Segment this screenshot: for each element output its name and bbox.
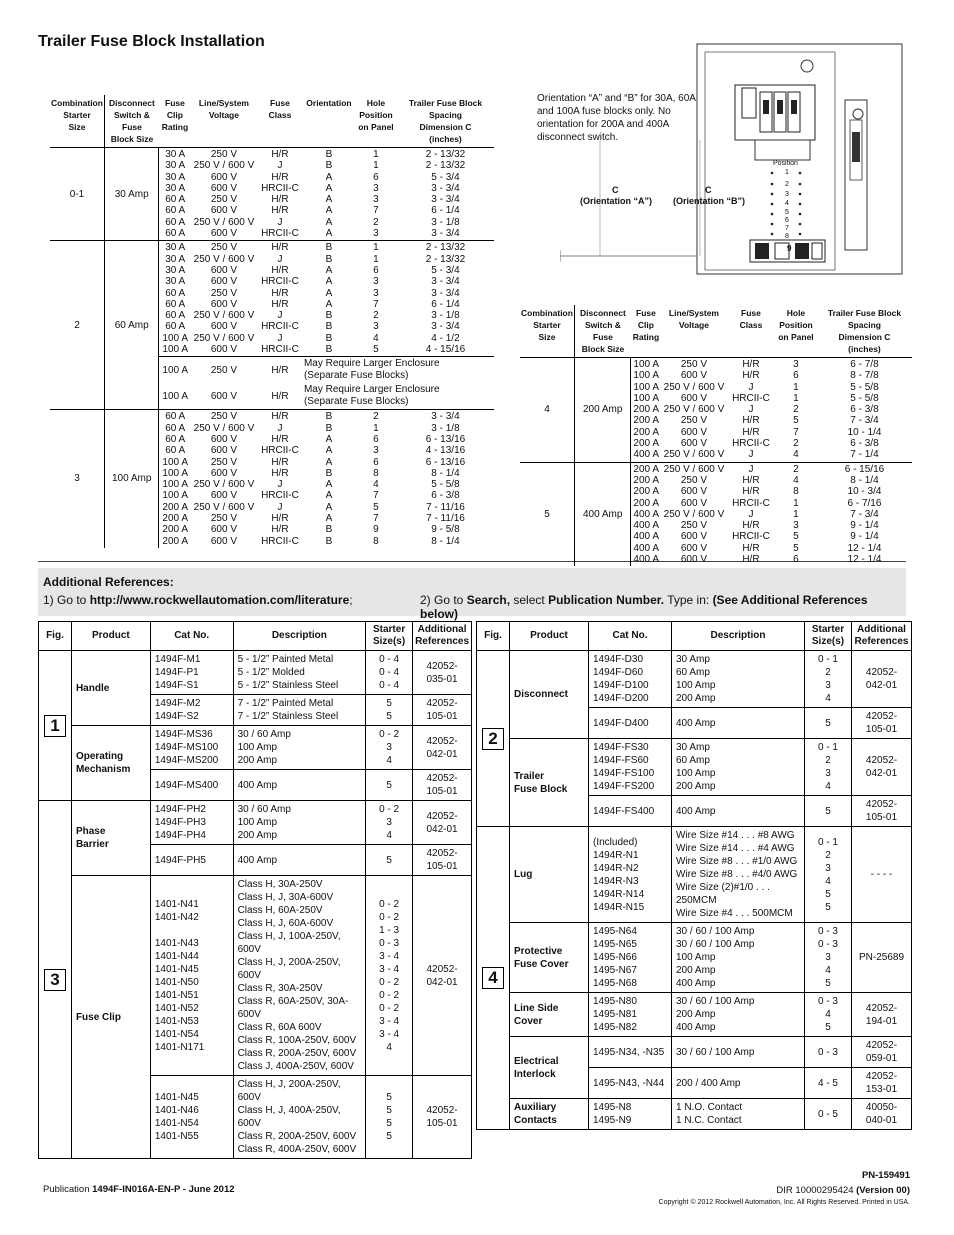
voltage-list: 250 V 250 V / 600 V 600 V 600 V 250 V 600 V 250 V / 600 V 600 V [193, 149, 255, 240]
description: 30 / 60 / 100 Amp [672, 1037, 805, 1068]
figure-cell [39, 801, 72, 1159]
rating-list: 200 A 200 A 200 A 200 A 400 A 400 A 400 A 400 A 400 A [633, 463, 659, 566]
cat-no: 1401-N41 1401-N42 1401-N43 1401-N44 1401-N45 1401-N50 1401-N51 1401-N52 1401-N53 1401-N54 1401-N171 [150, 876, 233, 1076]
additional-reference: 42052-035-01 [413, 651, 472, 695]
col-hole: Hole Position on Panel [778, 308, 814, 342]
table-row [50, 148, 494, 241]
enclosure-note: May Require Larger Enclosure (Separate Fuse Blocks) [303, 358, 440, 382]
table-row [477, 923, 912, 993]
block-size: 200 Amp [574, 358, 631, 463]
starter-size: 0 - 2 3 4 [366, 726, 413, 770]
rating-list: 30 A 30 A 30 A 30 A 60 A 60 A 60 A 60 A [165, 149, 186, 240]
figure-cell [477, 827, 510, 1130]
col-fig: Fig. [39, 622, 72, 651]
starter-size: 5 5 5 5 [366, 1076, 413, 1159]
enclosure-note: May Require Larger Enclosure (Separate Fuse Blocks) [303, 384, 440, 408]
starter-size: 0 - 3 [805, 1037, 852, 1068]
product-name: Auxiliary Contacts [510, 1099, 589, 1130]
description: 7 - 1/2” Painted Metal 7 - 1/2” Stainless Steel [233, 695, 366, 726]
spacing-list: 6 - 15/16 8 - 1/4 10 - 3/4 6 - 7/16 7 - 3/4 9 - 1/4 9 - 1/4 12 - 1/4 12 - 1/4 [844, 463, 885, 566]
starter-size: 3 [50, 410, 104, 548]
product-name: Electrical Interlock [510, 1037, 589, 1099]
description: 400 Amp [233, 845, 366, 876]
description: 400 Amp [672, 708, 805, 739]
literature-link[interactable]: http://www.rockwellautomation.com/literature [89, 593, 350, 607]
col-additional-references: Additional References [852, 622, 912, 651]
figure-number: 2 [482, 728, 504, 750]
figure-number: 3 [44, 969, 66, 991]
search-keyword: Search, [466, 593, 511, 607]
step1-prefix: 1) Go to [43, 593, 90, 607]
description: 400 Amp [233, 770, 366, 801]
additional-reference: 42052-059-01 [852, 1037, 912, 1068]
cat-no: 1494F-MS400 [150, 770, 233, 801]
position-number: 1 [785, 169, 789, 176]
description: 30 Amp 60 Amp 100 Amp 200 Amp [672, 739, 805, 796]
col-product: Product [71, 622, 150, 651]
fuse-block-diagram [560, 40, 910, 280]
additional-reference: 42052-105-01 [413, 845, 472, 876]
table-row [39, 801, 472, 845]
cat-no: 1494F-D400 [589, 708, 672, 739]
product-name: Line Side Cover [510, 993, 589, 1037]
cat-no: 1495-N64 1495-N65 1495-N66 1495-N67 1495-N68 [589, 923, 672, 993]
col-additional-references: Additional References [413, 622, 472, 651]
description: Class H, J, 200A-250V, 600V Class H, J, 400A-250V, 600V Class R, 200A-250V, 600V Class R, 400A-250V, 600V [233, 1076, 366, 1159]
product-name: Trailer Fuse Block [510, 739, 589, 827]
cat-no: 1494F-PH2 1494F-PH3 1494F-PH4 [150, 801, 233, 845]
description: 30 / 60 Amp 100 Amp 200 Amp [233, 726, 366, 770]
additional-reference: 42052-042-01 [413, 726, 472, 770]
starter-size: 4 - 5 [805, 1068, 852, 1099]
block-size: 30 Amp [104, 148, 159, 241]
col-combination: Combination Starter Size [50, 95, 104, 148]
cat-no: 1495-N8 1495-N9 [589, 1099, 672, 1130]
additional-reference: - - - - [852, 827, 912, 923]
product-name: Phase Barrier [71, 801, 150, 876]
description: 400 Amp [672, 796, 805, 827]
rating-list: 100 A 100 A 100 A 100 A 200 A 200 A 200 A 200 A 400 A [633, 359, 659, 461]
starter-size: 0 - 5 [805, 1099, 852, 1130]
rating: 100 A [162, 390, 188, 402]
col-voltage: Line/System Voltage [668, 308, 719, 330]
cat-no: 1495-N34, -N35 [589, 1037, 672, 1068]
copyright: Copyright © 2012 Rockwell Automation, Inc. All Rights Reserved. Printed in USA. [658, 1199, 910, 1206]
figure-cell [477, 651, 510, 827]
starter-size: 0 - 2 0 - 2 1 - 3 0 - 3 3 - 4 3 - 4 0 - 2 0 - 2 0 - 2 3 - 4 3 - 4 4 [366, 876, 413, 1076]
table-row [477, 1099, 912, 1130]
starter-size: 5 [366, 845, 413, 876]
voltage: 250 V [210, 364, 238, 376]
publication-info [43, 1184, 235, 1195]
starter-size: 5 [366, 770, 413, 801]
table-row [520, 462, 912, 566]
col-description: Description [672, 622, 805, 651]
col-fuse-clip: Fuse Clip Rating [161, 98, 189, 132]
class-list: H/R H/R J HRCII-C J H/R H/R HRCII-C J [732, 359, 770, 461]
dimension-c-label: C [612, 185, 619, 195]
parts-table-left [38, 621, 472, 1159]
orientation-b-label: (Orientation “B”) [673, 196, 745, 206]
description: 1 N.O. Contact 1 N.C. Contact [672, 1099, 805, 1130]
table-row [477, 651, 912, 708]
fuse-class: H/R [271, 364, 289, 376]
hole-list: 3 6 1 1 2 5 7 2 4 [793, 359, 799, 461]
position-number: 2 [785, 181, 789, 188]
product-name: Disconnect [510, 651, 589, 739]
spacing-list: 2 - 13/32 2 - 13/32 5 - 3/4 3 - 3/4 3 - 3/4 6 - 1/4 3 - 1/8 3 - 3/4 4 - 1/2 4 - 15/16 [425, 242, 466, 356]
orientation-list: B B A A A A B B B B [325, 242, 333, 356]
product-name: Handle [71, 651, 150, 726]
cat-no: 1401-N45 1401-N46 1401-N54 1401-N55 [150, 1076, 233, 1159]
starter-size: 0 - 2 3 4 [366, 801, 413, 845]
dimension-c-label: C [705, 185, 712, 195]
starter-size: 5 5 [366, 695, 413, 726]
product-name: Lug [510, 827, 589, 923]
col-description: Description [233, 622, 366, 651]
cat-no: 1494F-PH5 [150, 845, 233, 876]
col-fuse-class: Fuse Class [739, 308, 763, 330]
description: 5 - 1/2” Painted Metal 5 - 1/2” Molded 5 - 1/2” Stainless Steel [233, 651, 366, 695]
additional-reference: 42052-105-01 [852, 708, 912, 739]
orientation-list: B B A A A A A A [325, 149, 333, 240]
block-size: 100 Amp [104, 410, 159, 548]
col-starter-size: Starter Size(s) [805, 622, 852, 651]
voltage-list: 250 V 600 V 250 V / 600 V 600 V 250 V / 600 V 250 V 600 V 600 V 250 V / 600 V [663, 359, 725, 461]
col-orientation: Orientation [306, 98, 352, 108]
rating-list: 60 A 60 A 60 A 60 A 100 A 100 A 100 A 100 A 200 A 200 A 200 A 200 A [162, 411, 188, 547]
rating: 100 A [162, 364, 188, 376]
step2-prefix: 2) Go to [420, 593, 467, 607]
description: 30 Amp 60 Amp 100 Amp 200 Amp [672, 651, 805, 708]
description: 30 / 60 Amp 100 Amp 200 Amp [233, 801, 366, 845]
cat-no: 1495-N80 1495-N81 1495-N82 [589, 993, 672, 1037]
block-size: 400 Amp [574, 462, 631, 566]
col-starter-size: Starter Size(s) [366, 622, 413, 651]
starter-size: 0 - 3 4 5 [805, 993, 852, 1037]
pub-prefix: Publication [43, 1184, 93, 1195]
additional-reference: 40050-040-01 [852, 1099, 912, 1130]
additional-reference: 42052-105-01 [413, 770, 472, 801]
col-voltage: Line/System Voltage [198, 98, 249, 120]
figure-number: 1 [44, 715, 66, 737]
col-disconnect: Disconnect Switch & Fuse Block Size [109, 98, 155, 144]
col-fig: Fig. [477, 622, 510, 651]
additional-reference: 42052-042-01 [413, 876, 472, 1076]
description: Class H, 30A-250V Class H, J, 30A-600V Class H, 60A-250V Class H, J, 60A-600V Class H, J, 100A-250V, 600V Class H, J, 200A-250V, 600V Class R, 30A-250V Class R, 60A-250V, 30A-600V Class R, 60A 600V Class R, 100A-250V, 600V Class R, 200A-250V, 600V Class J, 400A-250V, 600V [233, 876, 366, 1076]
dir-info [776, 1185, 910, 1196]
voltage-list: 250 V 250 V / 600 V 600 V 600 V 250 V 600 V 250 V / 600 V 600 V 250 V / 600 V 250 V 600 V 600 V [193, 411, 255, 547]
col-product: Product [510, 622, 589, 651]
additional-reference: 42052-105-01 [852, 796, 912, 827]
orientation-list: B B A A A B A A A A B B [325, 411, 333, 547]
col-cat-no: Cat No. [150, 622, 233, 651]
starter-size: 0-1 [50, 148, 104, 241]
position-label: Position [773, 160, 798, 167]
starter-size: 0 - 1 2 3 4 5 5 [805, 827, 852, 923]
table-row [477, 827, 912, 923]
table-row [50, 241, 494, 357]
cat-no: 1494F-M1 1494F-P1 1494F-S1 [150, 651, 233, 695]
cat-no: 1494F-FS30 1494F-FS60 1494F-FS100 1494F-FS200 [589, 739, 672, 796]
additional-reference: 42052-105-01 [413, 1076, 472, 1159]
publication-number-keyword: Publication Number. [548, 593, 665, 607]
table-row [477, 739, 912, 796]
position-number: 5 [785, 209, 789, 216]
rating-list: 30 A 30 A 30 A 30 A 60 A 60 A 60 A 60 A 100 A 100 A [162, 242, 188, 356]
description: 30 / 60 / 100 Amp 30 / 60 / 100 Amp 100 Amp 200 Amp 400 Amp [672, 923, 805, 993]
cat-no: 1494F-D30 1494F-D60 1494F-D100 1494F-D200 [589, 651, 672, 708]
hole-list: 2 4 8 1 1 3 5 5 6 [793, 463, 799, 566]
starter-size: 5 [805, 796, 852, 827]
hole-list: 1 1 6 3 3 7 2 3 4 5 [373, 242, 379, 356]
table-row [39, 876, 472, 1076]
cat-no: 1495-N43, -N44 [589, 1068, 672, 1099]
starter-size: 5 [805, 708, 852, 739]
col-fuse-class: Fuse Class [268, 98, 292, 120]
product-name: Fuse Clip [71, 876, 150, 1159]
product-name: Operating Mechanism [71, 726, 150, 801]
product-name: Protective Fuse Cover [510, 923, 589, 993]
references-step-1 [43, 593, 353, 607]
table-row [39, 726, 472, 770]
class-list: H/R J H/R HRCII-C H/R H/R J HRCII-C [261, 149, 299, 240]
publication-number: 1494F-IN016A-EN-P - June 2012 [92, 1184, 235, 1195]
cat-no: 1494F-MS36 1494F-MS100 1494F-MS200 [150, 726, 233, 770]
step2-type: Type in: [664, 593, 713, 607]
cat-no: (Included) 1494R-N1 1494R-N2 1494R-N3 1494R-N14 1494R-N15 [589, 827, 672, 923]
class-list: H/R J H/R HRCII-C H/R H/R J HRCII-C J H/R H/R HRCII-C [261, 411, 299, 547]
position-number: 9 [787, 244, 792, 253]
voltage: 600 V [210, 390, 238, 402]
col-spacing: Trailer Fuse Block Spacing Dimension C (inches) [827, 308, 902, 354]
figure-cell [39, 651, 72, 801]
fuse-spacing-table-2 [520, 305, 912, 566]
orientation-a-label: (Orientation “A”) [580, 196, 652, 206]
starter-size: 0 - 1 2 3 4 [805, 739, 852, 796]
cat-no: 1494F-M2 1494F-S2 [150, 695, 233, 726]
starter-size: 2 [50, 241, 104, 410]
voltage-list: 250 V 250 V / 600 V 600 V 600 V 250 V 600 V 250 V / 600 V 600 V 250 V / 600 V 600 V [193, 242, 255, 356]
description: 200 / 400 Amp [672, 1068, 805, 1099]
table-row [477, 993, 912, 1037]
additional-reference: 42052-042-01 [852, 651, 912, 708]
hole-list: 1 1 6 3 3 7 2 3 [373, 149, 379, 240]
part-number: PN-159491 [861, 1170, 910, 1181]
table-row [39, 651, 472, 695]
col-combination: Combination Starter Size [520, 305, 574, 358]
parts-table-right [476, 621, 912, 1130]
additional-reference: 42052-194-01 [852, 993, 912, 1037]
position-number: 7 [785, 225, 789, 232]
references-title: Additional References: [43, 575, 174, 589]
spacing-list: 2 - 13/32 2 - 13/32 5 - 3/4 3 - 3/4 3 - 3/4 6 - 1/4 3 - 1/8 3 - 3/4 [425, 149, 466, 240]
additional-reference: 42052-042-01 [413, 801, 472, 845]
class-list: H/R J H/R HRCII-C H/R H/R J HRCII-C J HRCII-C [261, 242, 299, 356]
spacing-list: 3 - 3/4 3 - 1/8 6 - 13/16 4 - 13/16 6 - 13/16 8 - 1/4 5 - 5/8 6 - 3/8 7 - 11/16 7 - 11/16 9 - 5/8 8 - 1/4 [425, 411, 466, 547]
additional-reference: PN-25689 [852, 923, 912, 993]
additional-references-box [38, 568, 906, 621]
starter-size: 0 - 1 2 3 4 [805, 651, 852, 708]
references-step-2 [420, 593, 906, 621]
col-hole: Hole Position on Panel [358, 98, 394, 132]
starter-size: 0 - 3 0 - 3 3 4 5 [805, 923, 852, 993]
step1-suffix: ; [349, 593, 353, 607]
col-fuse-clip: Fuse Clip Rating [632, 308, 660, 342]
table-row [520, 358, 912, 463]
figure-number: 4 [482, 967, 504, 989]
position-number: 4 [785, 200, 789, 207]
col-cat-no: Cat No. [589, 622, 672, 651]
cat-no: 1494F-FS400 [589, 796, 672, 827]
dir-version: (Version 00) [856, 1185, 910, 1196]
orientation-note: Orientation “A” and “B” for 30A, 60A and 100A fuse blocks only. No orientation for 200A and 400A disconnect switch. [537, 93, 696, 143]
page-title: Trailer Fuse Block Installation [38, 33, 265, 50]
block-size: 60 Amp [104, 241, 159, 410]
starter-size: 5 [520, 462, 574, 566]
starter-size: 4 [520, 358, 574, 463]
description: Wire Size #14 . . . #8 AWG Wire Size #14 . . . #4 AWG Wire Size #8 . . . #1/0 AWG Wire Size #8 . . . #4/0 AWG Wire Size (2)#1/0 . . . 250MCM Wire Size #4 . . . 500MCM [672, 827, 805, 923]
fuse-spacing-table-1 [50, 95, 494, 548]
table-row [50, 410, 494, 548]
voltage-list: 250 V / 600 V 250 V 600 V 600 V 250 V / 600 V 250 V 600 V 600 V 600 V [663, 463, 725, 566]
fuse-class: H/R [271, 390, 289, 402]
spacing-list: 6 - 7/8 8 - 7/8 5 - 5/8 5 - 5/8 6 - 3/8 7 - 3/4 10 - 1/4 6 - 3/8 7 - 1/4 [847, 359, 882, 461]
position-number: 6 [785, 217, 789, 224]
step2-mid: select [510, 593, 549, 607]
hole-list: 2 1 6 3 6 8 4 7 5 7 9 8 [373, 411, 379, 547]
col-disconnect: Disconnect Switch & Fuse Block Size [580, 308, 626, 354]
class-list: J H/R H/R HRCII-C J H/R HRCII-C H/R H/R [732, 463, 770, 566]
description: 30 / 60 / 100 Amp 200 Amp 400 Amp [672, 993, 805, 1037]
col-spacing: Trailer Fuse Block Spacing Dimension C (inches) [408, 98, 483, 144]
additional-reference: 42052-042-01 [852, 739, 912, 796]
dir-number: DIR 10000295424 [776, 1185, 857, 1196]
additional-reference: 42052-153-01 [852, 1068, 912, 1099]
position-number: 3 [785, 191, 789, 198]
additional-reference: 42052-105-01 [413, 695, 472, 726]
position-number: 8 [785, 233, 789, 240]
table-row [477, 1037, 912, 1068]
starter-size: 0 - 4 0 - 4 0 - 4 [366, 651, 413, 695]
step2-end: (See Additional References below) [420, 593, 868, 621]
